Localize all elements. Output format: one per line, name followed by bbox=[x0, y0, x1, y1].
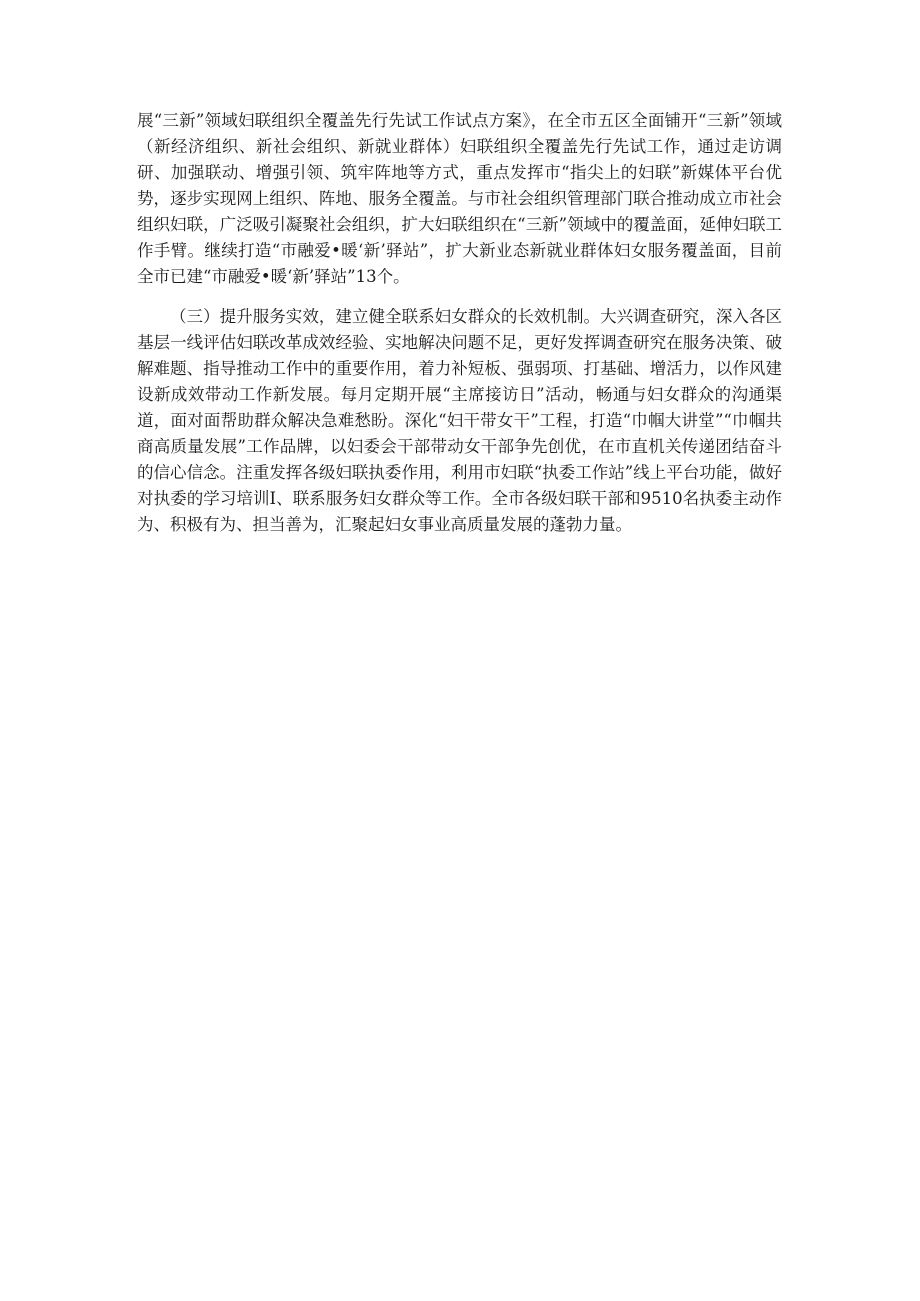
document-body bbox=[137, 108, 782, 538]
paragraph-continuation: 展“三新”领域妇联组织全覆盖先行先试工作试点方案》，在全市五区全面铺开“三新”领域（新经济组织、新社会组织、新就业群体）妇联组织全覆盖先行先试工作，通过走访调研、加强联动、增强引领、筑牢阵地等方式，重点发挥市“指尖上的妇联”新媒体平台优势，逐步实现网上组织、阵地、服务全覆盖。与市社会组织管理部门联合推动成立市社会组织妇联，广泛吸引凝聚社会组织，扩大妇联组织在“三新”领域中的覆盖面，延伸妇联工作手臂。继续打造“市融爱•暖‘新’驿站”，扩大新业态新就业群体妇女服务覆盖面，目前全市已建“市融爱•暖‘新’驿站”13个。 bbox=[137, 111, 782, 286]
paragraph-section-three: （三）提升服务实效，建立健全联系妇女群众的长效机制。大兴调查研究，深入各区基层一线评估妇联改革成效经验、实地解决问题不足，更好发挥调查研究在服务决策、破解难题、指导推动工作中的重要作用，着力补短板、强弱项、打基础、增活力，以作风建设新成效带动工作新发展。每月定期开展“主席接访日”活动，畅通与妇女群众的沟通渠道，面对面帮助群众解决急难愁盼。深化“妇干带女干”工程，打造“巾帼大讲堂”“巾帼共商高质量发展”工作品牌，以妇委会干部带动女干部争先创优，在市直机关传递团结奋斗的信心信念。注重发挥各级妇联执委作用，利用市妇联“执委工作站”线上平台功能，做好对执委的学习培训I、联系服务妇女群众等工作。全市各级妇联干部和9510名执委主动作为、积极有为、担当善为，汇聚起妇女事业高质量发展的蓬勃力量。 bbox=[137, 307, 782, 534]
